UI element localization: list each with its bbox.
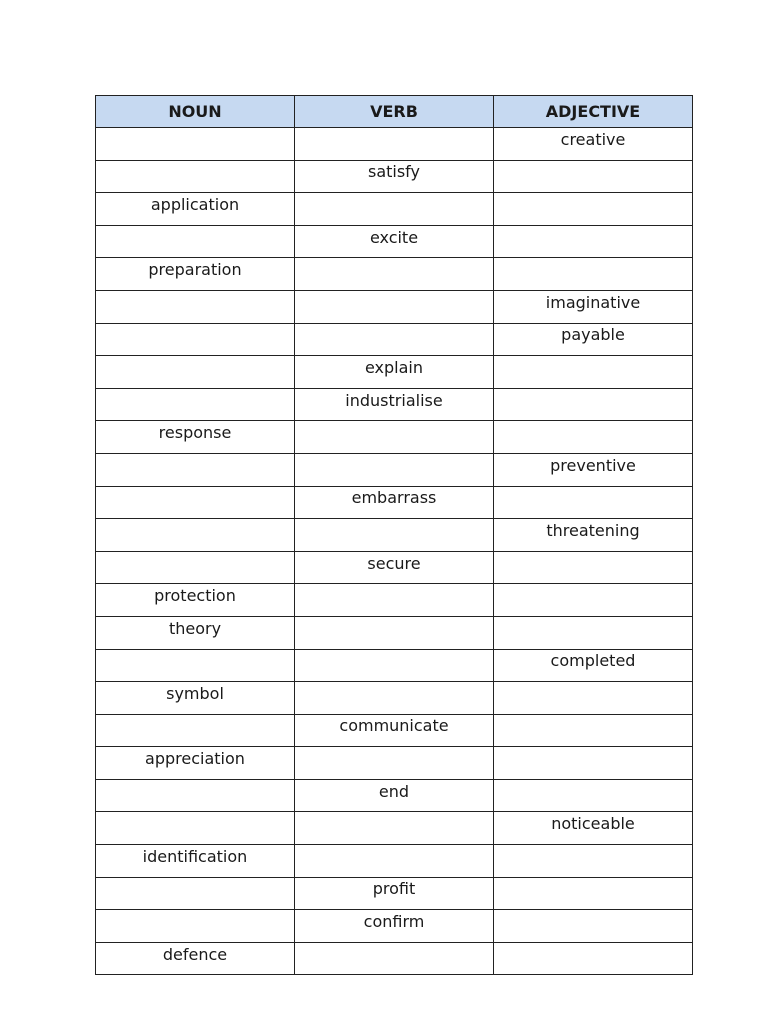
cell-text: industrialise xyxy=(345,390,443,410)
cell-adjective xyxy=(494,845,693,878)
cell-adjective xyxy=(494,682,693,715)
cell-adjective xyxy=(494,258,693,291)
cell-text: communicate xyxy=(339,716,449,736)
table-row xyxy=(96,128,693,161)
table-row xyxy=(96,942,693,975)
cell-text: application xyxy=(150,194,240,214)
cell-noun xyxy=(96,714,295,747)
cell-noun xyxy=(96,519,295,552)
cell-noun xyxy=(96,649,295,682)
cell-noun xyxy=(96,747,295,780)
cell-verb xyxy=(295,714,494,747)
cell-verb xyxy=(295,942,494,975)
word-formation-table xyxy=(95,95,693,975)
table-row xyxy=(96,160,693,193)
cell-noun xyxy=(96,453,295,486)
cell-adjective xyxy=(494,160,693,193)
cell-text: defence xyxy=(162,944,228,964)
cell-noun xyxy=(96,290,295,323)
cell-noun xyxy=(96,225,295,258)
cell-noun xyxy=(96,682,295,715)
cell-verb xyxy=(295,845,494,878)
cell-noun xyxy=(96,779,295,812)
table-row xyxy=(96,584,693,617)
cell-text: excite xyxy=(369,227,419,247)
table-row xyxy=(96,519,693,552)
cell-adjective xyxy=(494,812,693,845)
table-body xyxy=(96,128,693,975)
cell-verb xyxy=(295,551,494,584)
cell-verb xyxy=(295,193,494,226)
cell-adjective xyxy=(494,290,693,323)
cell-noun xyxy=(96,910,295,943)
table-row xyxy=(96,193,693,226)
cell-adjective xyxy=(494,942,693,975)
cell-noun xyxy=(96,486,295,519)
cell-text: end xyxy=(378,781,410,801)
cell-text: protection xyxy=(154,586,236,606)
table-row xyxy=(96,877,693,910)
cell-adjective xyxy=(494,714,693,747)
cell-adjective xyxy=(494,551,693,584)
table-row xyxy=(96,290,693,323)
table-row xyxy=(96,486,693,519)
cell-noun xyxy=(96,258,295,291)
cell-verb xyxy=(295,421,494,454)
cell-verb xyxy=(295,356,494,389)
header-noun: NOUN xyxy=(96,96,295,128)
cell-text: noticeable xyxy=(551,814,635,834)
table-row xyxy=(96,747,693,780)
cell-text: satisfy xyxy=(367,162,420,182)
cell-adjective xyxy=(494,388,693,421)
cell-noun xyxy=(96,356,295,389)
table-row xyxy=(96,812,693,845)
cell-adjective xyxy=(494,486,693,519)
cell-adjective xyxy=(494,877,693,910)
cell-adjective xyxy=(494,323,693,356)
table-row xyxy=(96,551,693,584)
table-row xyxy=(96,779,693,812)
table-row xyxy=(96,649,693,682)
cell-verb xyxy=(295,486,494,519)
table-row xyxy=(96,258,693,291)
cell-text: payable xyxy=(561,325,625,345)
table-row xyxy=(96,225,693,258)
cell-text: symbol xyxy=(166,683,224,703)
table-row xyxy=(96,682,693,715)
cell-verb xyxy=(295,225,494,258)
cell-noun xyxy=(96,584,295,617)
cell-text: profit xyxy=(372,879,416,899)
cell-verb xyxy=(295,453,494,486)
cell-adjective xyxy=(494,128,693,161)
cell-adjective xyxy=(494,225,693,258)
header-row xyxy=(96,96,693,128)
cell-noun xyxy=(96,388,295,421)
cell-noun xyxy=(96,421,295,454)
cell-adjective xyxy=(494,453,693,486)
cell-text: secure xyxy=(367,553,421,573)
table-row xyxy=(96,910,693,943)
cell-verb xyxy=(295,160,494,193)
cell-noun xyxy=(96,877,295,910)
header-verb: VERB xyxy=(295,96,494,128)
table-row xyxy=(96,323,693,356)
cell-text: completed xyxy=(550,651,636,671)
cell-text: preparation xyxy=(148,260,242,280)
table-row xyxy=(96,616,693,649)
cell-verb xyxy=(295,258,494,291)
table-header xyxy=(96,96,693,128)
cell-verb xyxy=(295,779,494,812)
cell-verb xyxy=(295,877,494,910)
table-row xyxy=(96,714,693,747)
table-row xyxy=(96,421,693,454)
cell-text: appreciation xyxy=(145,749,245,769)
cell-verb xyxy=(295,323,494,356)
cell-text: embarrass xyxy=(351,488,437,508)
cell-adjective xyxy=(494,779,693,812)
table-row xyxy=(96,845,693,878)
header-adjective: ADJECTIVE xyxy=(494,96,693,128)
cell-verb xyxy=(295,290,494,323)
cell-text: identification xyxy=(142,846,248,866)
cell-noun xyxy=(96,323,295,356)
cell-verb xyxy=(295,128,494,161)
cell-adjective xyxy=(494,193,693,226)
cell-verb xyxy=(295,519,494,552)
cell-noun xyxy=(96,128,295,161)
table-row xyxy=(96,388,693,421)
table-row xyxy=(96,356,693,389)
cell-text: preventive xyxy=(550,455,636,475)
cell-adjective xyxy=(494,747,693,780)
cell-text: explain xyxy=(364,357,424,377)
cell-verb xyxy=(295,616,494,649)
cell-text: response xyxy=(158,423,232,443)
cell-verb xyxy=(295,747,494,780)
cell-text: creative xyxy=(560,129,626,149)
cell-noun xyxy=(96,942,295,975)
cell-verb xyxy=(295,649,494,682)
cell-verb xyxy=(295,388,494,421)
cell-text: imaginative xyxy=(545,292,641,312)
cell-noun xyxy=(96,193,295,226)
cell-adjective xyxy=(494,356,693,389)
cell-adjective xyxy=(494,421,693,454)
cell-noun xyxy=(96,160,295,193)
table-row xyxy=(96,453,693,486)
cell-noun xyxy=(96,551,295,584)
cell-text: theory xyxy=(168,618,222,638)
cell-verb xyxy=(295,812,494,845)
cell-adjective xyxy=(494,649,693,682)
cell-verb xyxy=(295,584,494,617)
cell-noun xyxy=(96,616,295,649)
cell-adjective xyxy=(494,910,693,943)
cell-adjective xyxy=(494,519,693,552)
cell-noun xyxy=(96,845,295,878)
cell-verb xyxy=(295,910,494,943)
cell-adjective xyxy=(494,584,693,617)
cell-text: threatening xyxy=(546,520,640,540)
cell-text: confirm xyxy=(363,912,425,932)
cell-adjective xyxy=(494,616,693,649)
cell-verb xyxy=(295,682,494,715)
cell-noun xyxy=(96,812,295,845)
